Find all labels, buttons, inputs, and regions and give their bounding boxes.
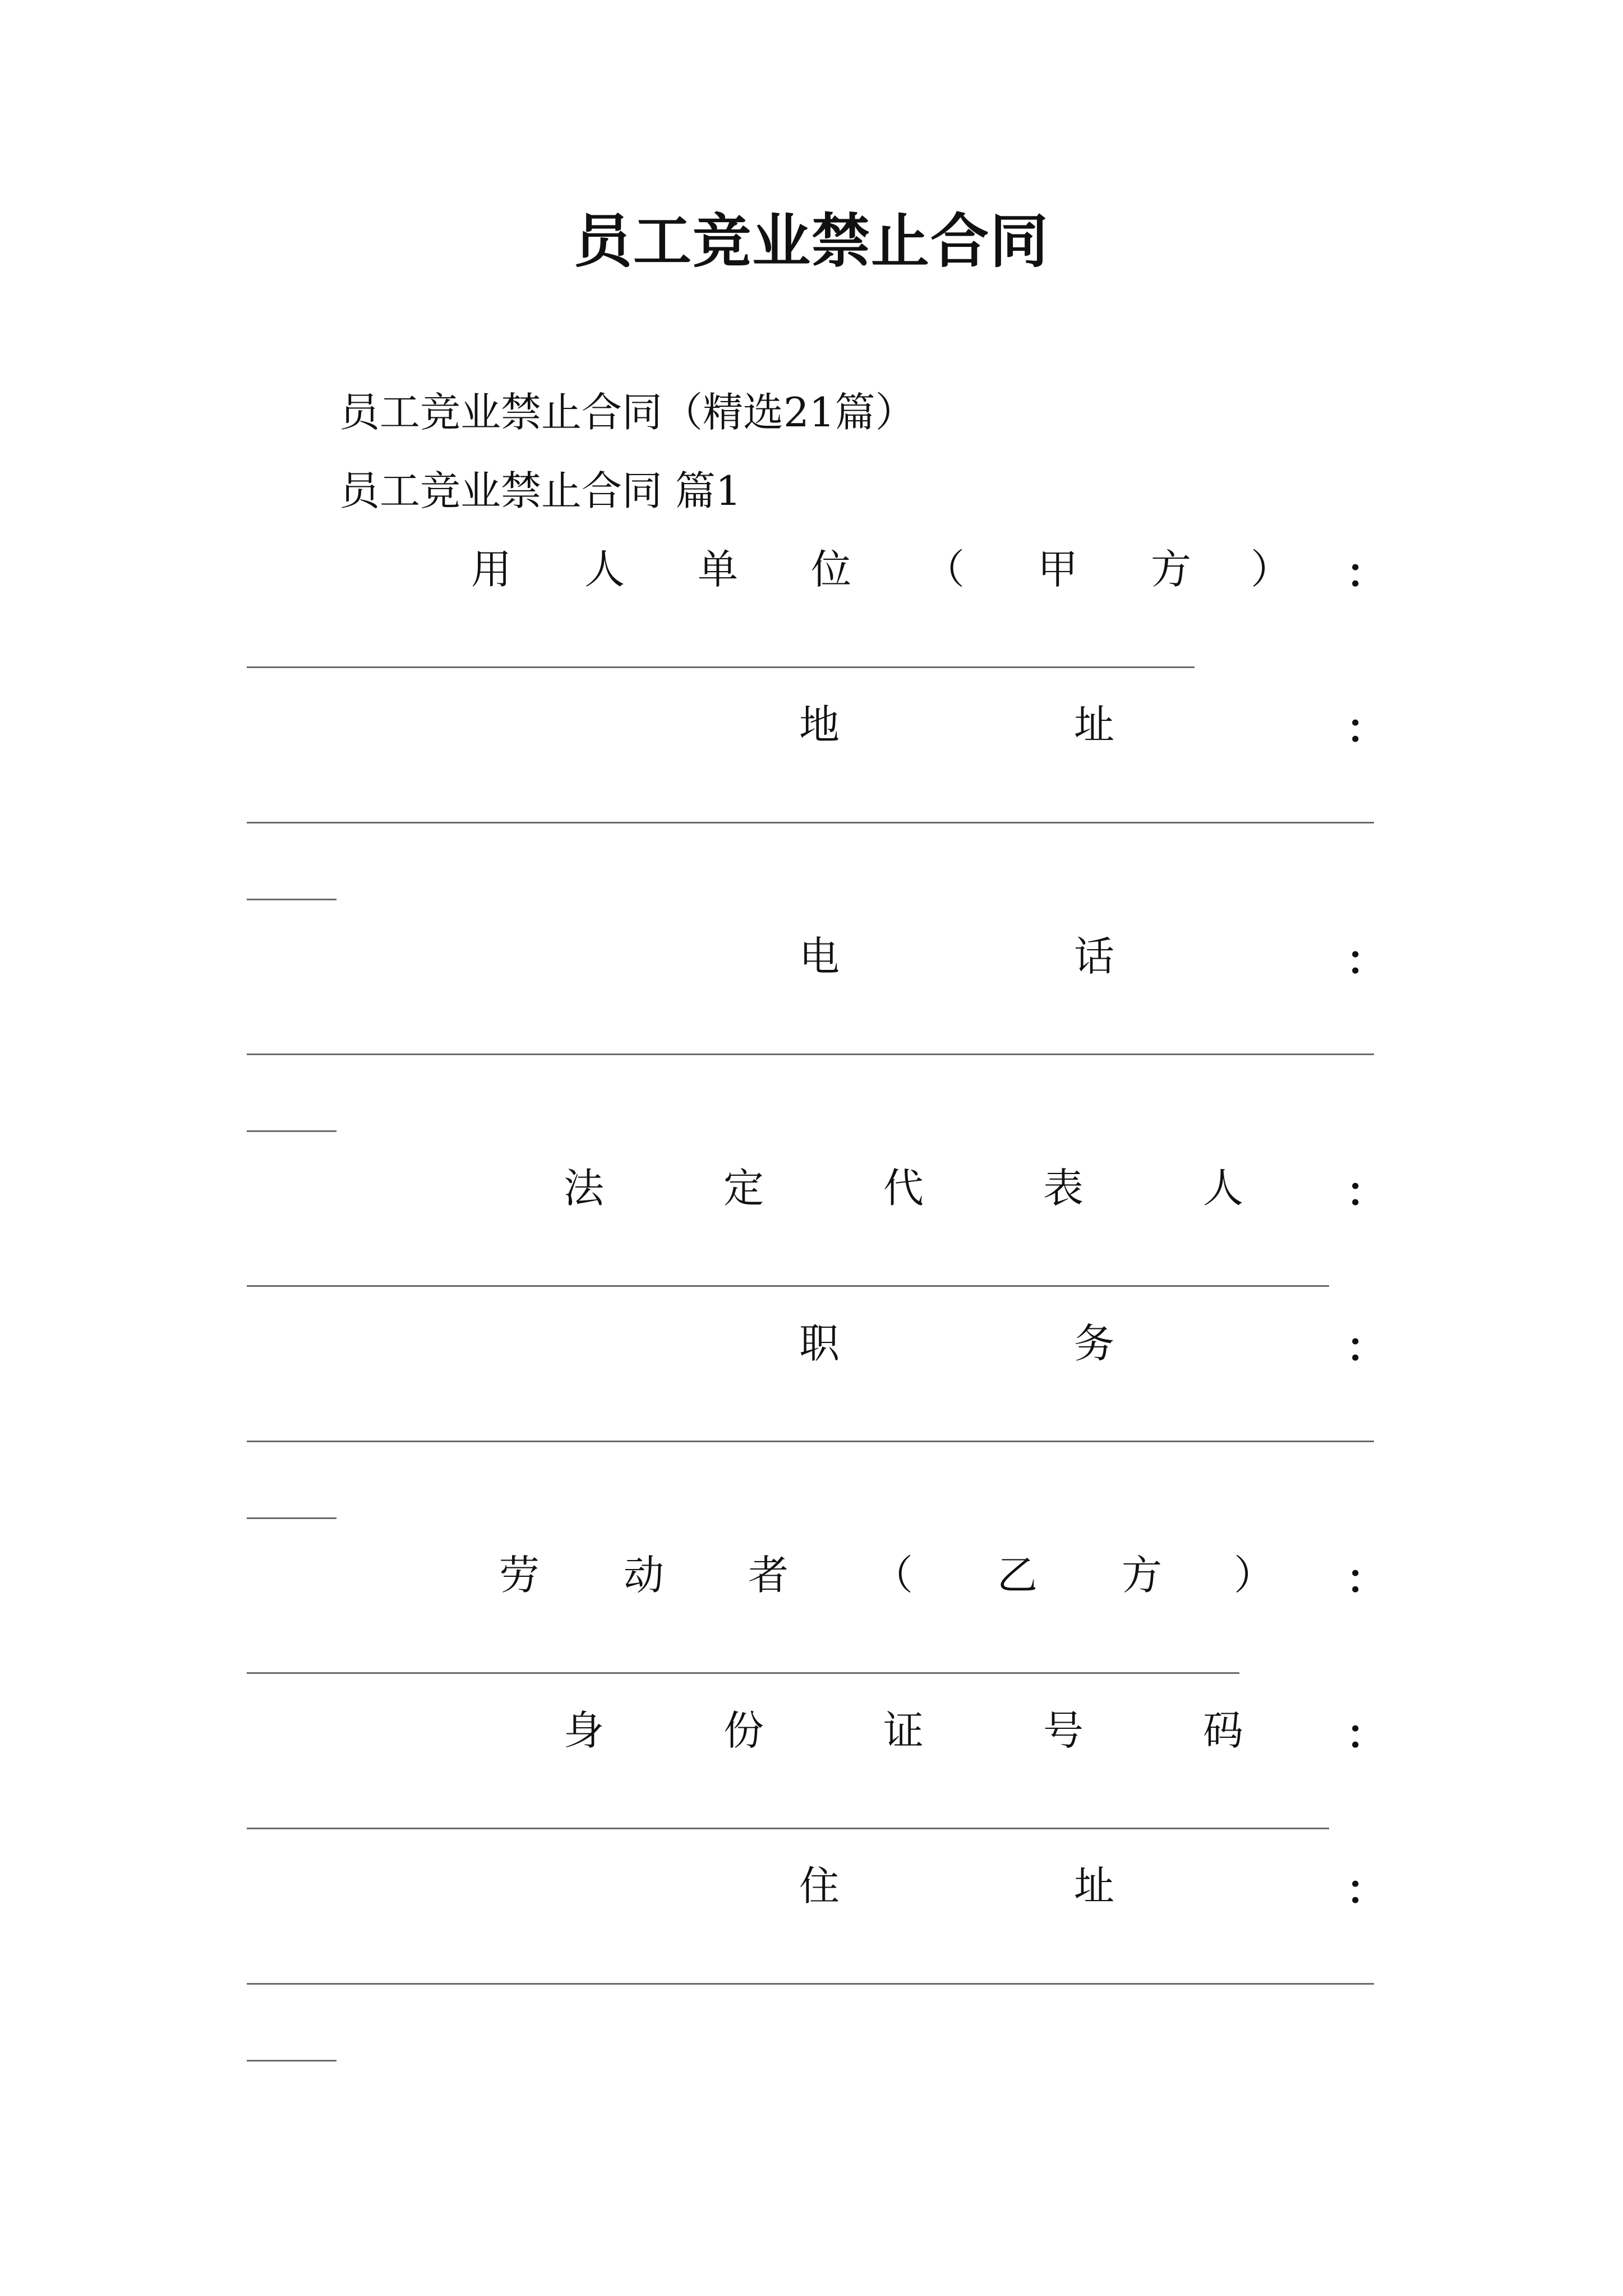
fill-in-line xyxy=(247,1517,336,1519)
fill-in-line xyxy=(247,1441,1374,1442)
fill-in-line xyxy=(247,899,336,900)
field-employee-char: 动 xyxy=(624,1552,665,1599)
field-phone-colon: ： xyxy=(1346,936,1387,984)
field-employee-colon: ： xyxy=(1346,1555,1387,1603)
field-id-number-char: 证 xyxy=(883,1707,924,1754)
fill-in-line xyxy=(247,1053,1374,1055)
field-legal-representative-char: 代 xyxy=(883,1165,924,1212)
field-position-colon: ： xyxy=(1346,1323,1387,1371)
field-legal-representative-char: 定 xyxy=(723,1165,764,1212)
field-id-number-colon: ： xyxy=(1346,1710,1387,1758)
field-employer-char: 用 xyxy=(471,546,512,593)
field-address-char: 址 xyxy=(1074,701,1115,748)
field-employee-char: 方 xyxy=(1122,1552,1163,1599)
field-residence-char: 住 xyxy=(799,1862,840,1910)
field-address-colon: ： xyxy=(1346,705,1387,752)
field-employer-char: 位 xyxy=(811,546,852,593)
field-employer-char: 单 xyxy=(698,546,739,593)
field-phone-char: 电 xyxy=(799,933,840,980)
field-employer-char: 方 xyxy=(1151,546,1192,593)
field-id-number-char: 号 xyxy=(1043,1707,1084,1754)
field-legal-representative-colon: ： xyxy=(1346,1168,1387,1216)
fill-in-line xyxy=(247,822,1374,823)
fill-in-line xyxy=(247,1130,336,1132)
field-employee-char: 者 xyxy=(748,1552,789,1599)
field-position-char: 务 xyxy=(1074,1320,1115,1367)
fill-in-line xyxy=(247,2060,336,2062)
field-position-char: 职 xyxy=(799,1320,840,1367)
field-employer-char: 甲 xyxy=(1038,546,1078,593)
fill-in-line xyxy=(247,1828,1329,1829)
section-heading: 员工竞业禁止合同 篇1 xyxy=(339,467,741,514)
field-residence-colon: ： xyxy=(1346,1866,1387,1913)
field-id-number-char: 身 xyxy=(564,1707,605,1754)
field-legal-representative-char: 法 xyxy=(564,1165,605,1212)
field-employer-char: ） xyxy=(1251,546,1292,593)
field-legal-representative-char: 人 xyxy=(1203,1165,1244,1212)
field-employer-char: （ xyxy=(924,546,965,593)
field-employee-char: 乙 xyxy=(997,1552,1038,1599)
field-employee-char: 劳 xyxy=(499,1552,540,1599)
fill-in-line xyxy=(247,1672,1239,1674)
field-residence-char: 址 xyxy=(1074,1862,1115,1910)
field-legal-representative-char: 表 xyxy=(1043,1165,1084,1212)
field-id-number-char: 码 xyxy=(1203,1707,1244,1754)
field-phone-char: 话 xyxy=(1074,933,1115,980)
field-employer-colon: ： xyxy=(1346,549,1387,597)
field-employee-char: ） xyxy=(1234,1552,1275,1599)
document-title: 员工竞业禁止合同 xyxy=(573,206,1049,275)
fill-in-line xyxy=(247,1285,1329,1287)
fill-in-line xyxy=(247,666,1195,668)
field-id-number-char: 份 xyxy=(723,1707,764,1754)
field-employee-char: （ xyxy=(873,1552,914,1599)
field-address-char: 地 xyxy=(799,701,840,748)
fill-in-line xyxy=(247,1983,1374,1985)
field-employer-char: 人 xyxy=(584,546,625,593)
document-subtitle: 员工竞业禁止合同（精选21篇） xyxy=(339,389,916,436)
